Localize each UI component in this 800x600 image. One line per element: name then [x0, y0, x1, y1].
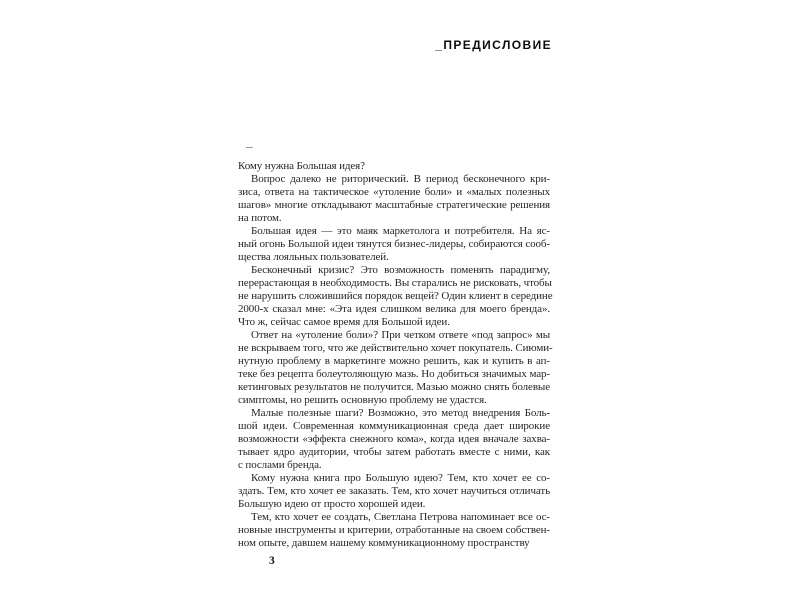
text-line: тывает ядро аудитории, чтобы затем работать вместе с ними, как [238, 446, 550, 458]
text-line: Что ж, сейчас самое время для Большой идеи. [238, 316, 450, 328]
text-line: не вскрываем того, что же действительно хочет покупатель. Сиюми- [238, 342, 553, 354]
text-line: кетинговых результатов не получится. Мазью можно снять болевые [238, 381, 550, 393]
text-line: с послами бренда. [238, 459, 322, 471]
text-line: зиса, ответа на тактическое «утоление боли» и «малых полезных [238, 186, 550, 198]
paragraph [238, 472, 550, 511]
text-line: шой идеи. Современная коммуникационная среда дает широкие [238, 420, 550, 432]
text-line: ном опыте, давшем нашему коммуникационному пространству [238, 537, 530, 549]
text-line: новные инструменты и критерии, отработанные на своем собствен- [238, 524, 550, 536]
text-line: Тем, кто хочет ее создать, Светлана Петрова напоминает все ос- [251, 511, 550, 523]
text-line: здать. Тем, кто хочет ее заказать. Тем, кто хочет научиться отличать [238, 485, 550, 497]
text-line: Вопрос далеко не риторический. В период бесконечного кри- [251, 173, 550, 185]
text-line: Малые полезные шаги? Возможно, это метод внедрения Боль- [251, 407, 550, 419]
text-line: на потом. [238, 212, 282, 224]
text-line: ный огонь Большой идеи тянутся бизнес-лидеры, собираются сооб- [238, 238, 550, 250]
paragraph [238, 407, 550, 472]
text-line: шагов» многие откладывают масштабные стратегические решения [238, 199, 550, 211]
paragraph [238, 511, 550, 550]
paragraph [238, 329, 553, 407]
text-line: симптомы, но решить основную проблему не удастся. [238, 394, 487, 406]
text-line: возможности «эффекта снежного кома», когда идея вначале захва- [238, 433, 550, 445]
text-line: Большую идею от просто хорошей идеи. [238, 498, 426, 510]
text-line: Кому нужна книга про Большую идею? Тем, кто хочет ее со- [251, 472, 550, 484]
text-line: 2000-х сказал мне: «Эта идея слишком велика для моего бренда». [238, 303, 550, 315]
section-underscore-mark: _ [246, 135, 253, 149]
text-line: Ответ на «утоление боли»? При четком ответе «под запрос» мы [251, 329, 550, 341]
text-line: Кому нужна Большая идея? [238, 160, 365, 172]
paragraph [238, 173, 550, 225]
text-line: щества лояльных пользователей. [238, 251, 389, 263]
text-line: теке без рецепта болеутоляющую мазь. Но добиться значимых мар- [238, 368, 550, 380]
paragraph [238, 225, 550, 264]
body-text-block [238, 160, 553, 550]
text-line: нутную проблему в маркетинге можно решить, как и купить в ап- [238, 355, 550, 367]
running-header: _ПРЕДИСЛОВИЕ [435, 38, 552, 52]
text-line: Большая идея — это маяк маркетолога и потребителя. На яс- [251, 225, 550, 237]
paragraph [238, 264, 553, 329]
page-number: 3 [269, 555, 275, 567]
text-line: перерастающая в необходимость. Вы старались не рисковать, чтобы [238, 277, 552, 289]
paragraph [238, 160, 550, 173]
text-line: Бесконечный кризис? Это возможность поменять парадигму, [251, 264, 550, 276]
text-line: не нарушить сложившийся порядок вещей? Один клиент в середине [238, 290, 553, 302]
